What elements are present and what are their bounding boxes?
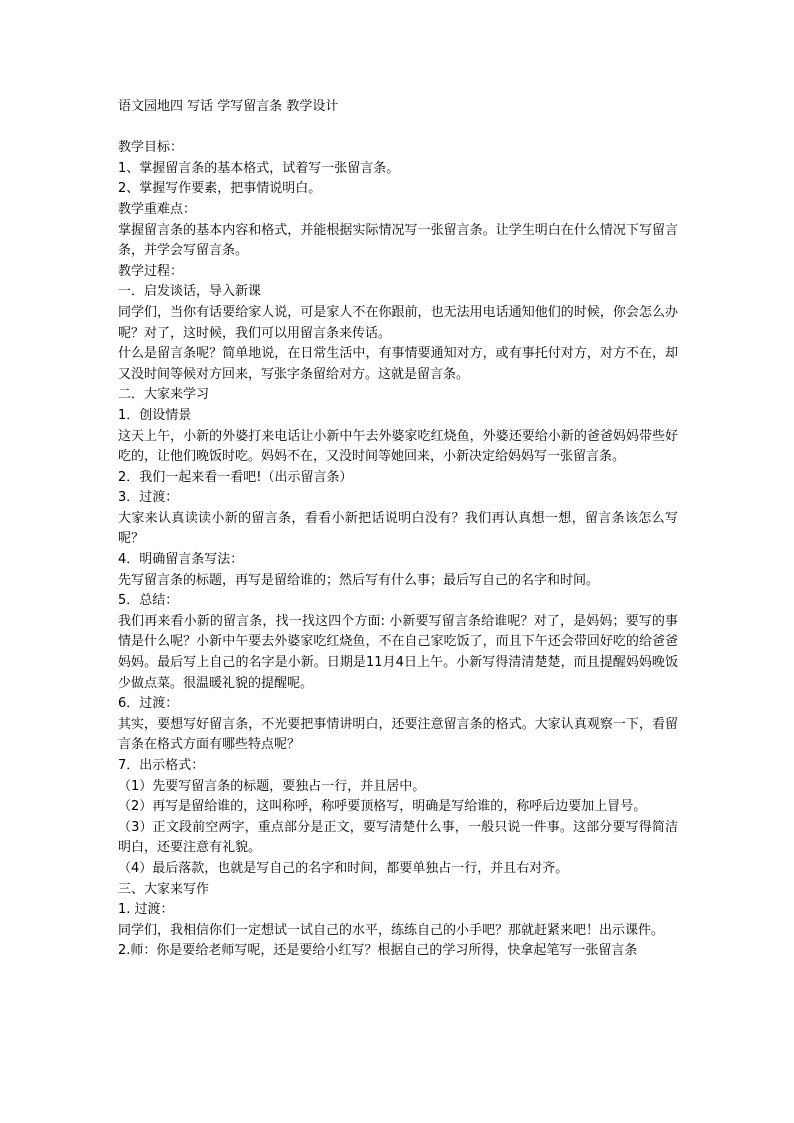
paragraph: 4．明确留言条写法： — [118, 552, 244, 568]
paragraph: 3．过渡： — [118, 490, 179, 506]
paragraph: 1、掌握留言条的基本格式，试着写一张留言条。 — [118, 160, 400, 176]
section-heading: 二．大家来学习 — [118, 387, 210, 403]
paragraph: 教学重难点： — [118, 201, 197, 217]
paragraph: 1．创设情景 — [118, 407, 192, 423]
paragraph: （3）正文段前空两字，重点部分是正文，要写清楚什么事，一般只说一件事。这部分要写得简洁明白，还要注意有礼貌。 — [118, 819, 678, 856]
paragraph: （4）最后落款，也就是写自己的名字和时间，都要单独占一行，并且右对齐。 — [118, 860, 569, 876]
paragraph: 我们再来看小新的留言条，找一找这四个方面: 小新要写留言条给谁呢？对了，是妈妈；要写的事情是什么呢？小新中午要去外婆家吃红烧鱼，不在自己家吃饭了，而且下午还会带回好吃的给爸爸妈妈。最后写上自己的名字是小新。日期是11月4日上午。小新写得清清楚楚，而且提醒妈妈晚饭少做点菜。很温暖礼貌的提醒呢。 — [118, 613, 678, 691]
document-body — [118, 97, 678, 962]
paragraph: 2、掌握写作要素，把事情说明白。 — [118, 181, 322, 197]
paragraph: 教学过程： — [118, 263, 184, 279]
section-heading: 一．启发谈话，导入新课 — [118, 284, 262, 300]
document-content — [118, 138, 678, 962]
paragraph: 2.师：你是要给老师写呢，还是要给小红写？根据自己的学习所得，快拿起笔写一张留言条 — [118, 943, 638, 959]
paragraph: 5．总结： — [118, 593, 179, 609]
paragraph: 1. 过渡： — [118, 902, 174, 918]
paragraph: 2．我们一起来看一看吧!（出示留言条） — [118, 469, 353, 485]
paragraph: 什么是留言条呢？简单地说，在日常生活中，有事情要通知对方，或有事托付对方，对方不在，却又没时间等候对方回来，写张字条留给对方。这就是留言条。 — [118, 346, 678, 382]
paragraph: 同学们，当你有话要给家人说，可是家人不在你跟前，也无法用电话通知他们的时候，你会怎么办呢？对了，这时候，我们可以用留言条来传话。 — [118, 304, 678, 341]
paragraph: 其实，要想写好留言条，不光要把事情讲明白，还要注意留言条的格式。大家认真观察一下，看留言条在格式方面有哪些特点呢？ — [118, 716, 678, 753]
paragraph: 大家来认真读读小新的留言条，看看小新把话说明白没有？我们再认真想一想，留言条该怎么写呢？ — [118, 510, 678, 547]
paragraph: 这天上午，小新的外婆打来电话让小新中午去外婆家吃红烧鱼，外婆还要给小新的爸爸妈妈带些好吃的，让他们晚饭时吃。妈妈不在，又没时间等她回来，小新决定给妈妈写一张留言条。 — [118, 428, 678, 465]
paragraph: 同学们，我相信你们一定想试一试自己的水平，练练自己的小手吧？那就赶紧来吧！出示课件。 — [118, 922, 665, 938]
paragraph: （1）先要写留言条的标题，要独占一行，并且居中。 — [118, 778, 426, 794]
paragraph: 教学目标： — [118, 140, 184, 156]
paragraph: 先写留言条的标题，再写是留给谁的；然后写有什么事；最后写自己的名字和时间。 — [118, 572, 600, 588]
section-heading: 三、大家来写作 — [118, 881, 210, 897]
paragraph: 掌握留言条的基本内容和格式，并能根据实际情况写一张留言条。让学生明白在什么情况下写留言条，并学会写留言条。 — [118, 222, 678, 259]
document-title: 语文园地四 写话 学写留言条 教学设计 — [118, 99, 339, 114]
paragraph: （2）再写是留给谁的，这叫称呼，称呼要顶格写，明确是写给谁的，称呼后边要加上冒号。 — [118, 799, 647, 815]
paragraph: 6．过渡： — [118, 696, 179, 712]
paragraph: 7．出示格式： — [118, 758, 205, 773]
